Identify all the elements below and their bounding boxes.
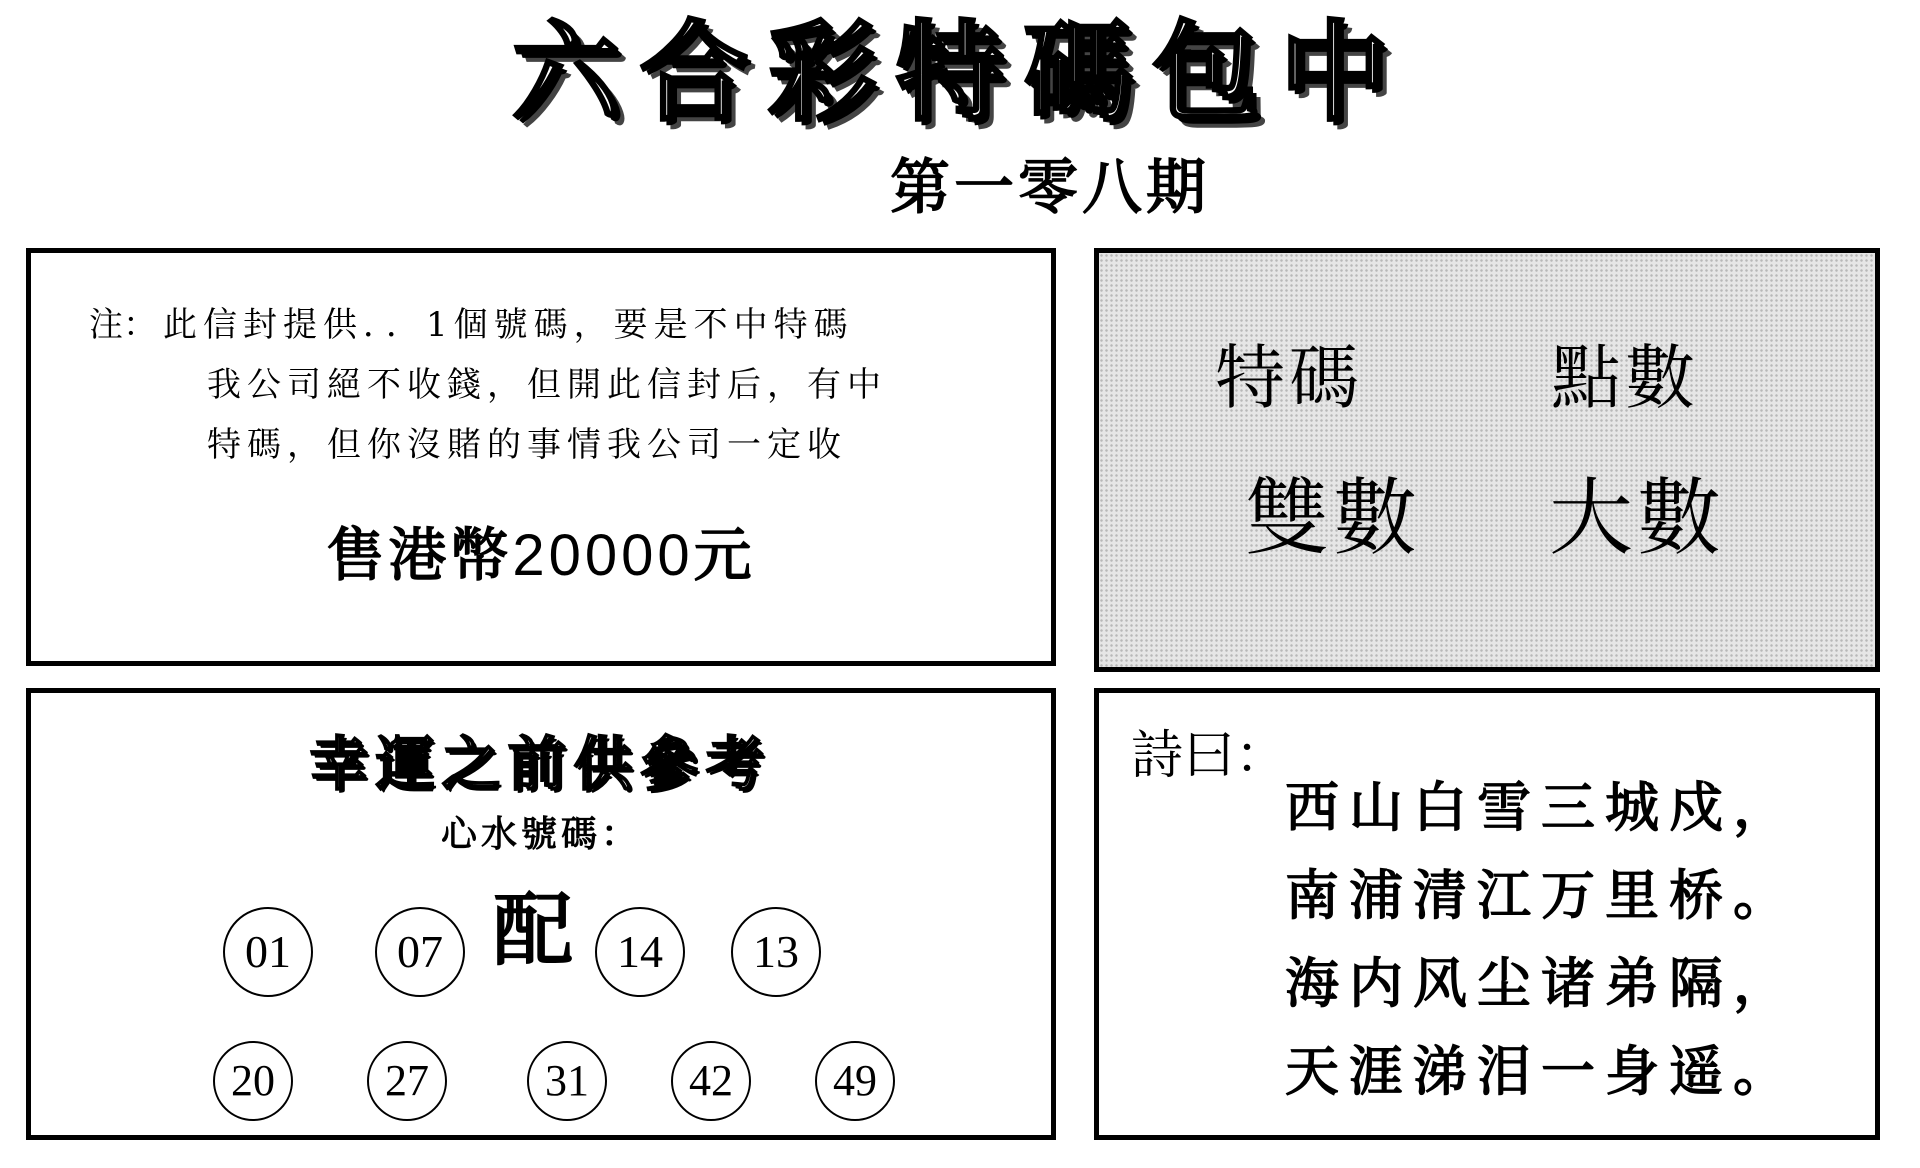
poem-line: 西山白雪三城戍， xyxy=(1285,775,1797,839)
price-prefix: 售港幣 xyxy=(326,521,513,589)
hint-grid-panel xyxy=(1094,248,1880,672)
lucky-number: 14 xyxy=(595,907,685,997)
lucky-number: 01 xyxy=(223,907,313,997)
poem-line: 南浦清江万里桥。 xyxy=(1285,863,1797,927)
price xyxy=(31,515,1051,596)
poem-text xyxy=(1285,763,1797,1115)
price-amount: 20000 xyxy=(512,523,694,588)
notice-label: 注： xyxy=(89,305,157,345)
lucky-number: 27 xyxy=(367,1041,447,1121)
poem-line: 天涯涕泪一身遥。 xyxy=(1285,1039,1797,1103)
poem-label: 詩曰： xyxy=(1131,726,1288,786)
hint-big: 大數 xyxy=(1549,469,1726,567)
lucky-number: 07 xyxy=(375,907,465,997)
lucky-number: 20 xyxy=(213,1041,293,1121)
notice-line: 我公司絕不收錢，但開此信封后，有中 xyxy=(207,365,887,405)
notice-text xyxy=(163,295,887,475)
hint-special-number: 特碼 xyxy=(1215,337,1363,419)
notice-line: 特碼，但你沒賭的事情我公司一定收 xyxy=(207,425,847,465)
pei-label: 配 xyxy=(493,883,573,977)
lucky-title: 幸運之前供參考 xyxy=(309,730,772,798)
hint-points: 點數 xyxy=(1551,337,1699,419)
lucky-number: 31 xyxy=(527,1041,607,1121)
lucky-numbers-panel xyxy=(26,688,1056,1140)
lucky-subtitle: 心水號碼： xyxy=(440,813,641,855)
poem-panel xyxy=(1094,688,1880,1140)
hint-even: 雙數 xyxy=(1245,469,1422,567)
price-suffix: 元 xyxy=(693,521,756,589)
notice-line: 此信封提供．．1個號碼，要是不中特碼 xyxy=(163,305,854,345)
page-title: 六合彩特碼包中 xyxy=(511,10,1408,136)
poem-line: 海内风尘诸弟隔， xyxy=(1285,951,1797,1015)
lucky-number: 42 xyxy=(671,1041,751,1121)
issue-number: 第一零八期 xyxy=(890,153,1210,223)
lucky-number: 49 xyxy=(815,1041,895,1121)
notice-panel xyxy=(26,248,1056,666)
lucky-number: 13 xyxy=(731,907,821,997)
